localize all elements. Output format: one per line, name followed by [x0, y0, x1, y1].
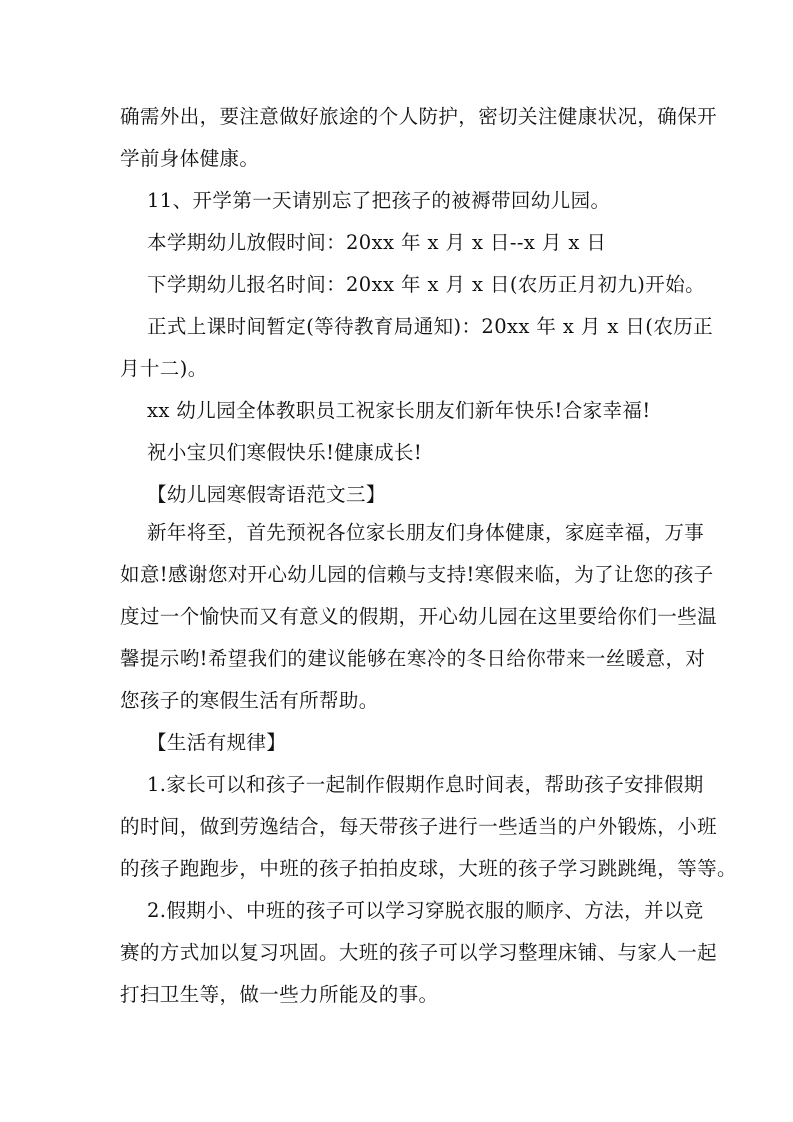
- text-line: 打扫卫生等，做一些力所能及的事。: [120, 983, 439, 1006]
- text-line: 1.家长可以和孩子一起制作假期作息时间表，帮助孩子安排假期: [147, 773, 704, 796]
- text-line: 馨提示哟!希望我们的建议能够在寒冷的冬日给你带来一丝暖意，对: [120, 647, 706, 670]
- text-line: 新年将至，首先预祝各位家长朋友们身体健康，家庭幸福，万事: [147, 521, 705, 544]
- text-line: 月十二)。: [120, 357, 208, 380]
- section-heading: 【幼儿园寒假寄语范文三】: [147, 483, 386, 506]
- section-heading: 【生活有规律】: [147, 731, 287, 754]
- text-line: 11、开学第一天请别忘了把孩子的被褥带回幼儿园。: [147, 189, 611, 212]
- text-line: 正式上课时间暂定(等待教育局通知)：20xx 年 x 月 x 日(农历正: [147, 315, 714, 338]
- text-line: 2.假期小、中班的孩子可以学习穿脱衣服的顺序、方法，并以竞: [147, 899, 704, 922]
- text-line: 赛的方式加以复习巩固。大班的孩子可以学习整理床铺、与家人一起: [120, 941, 718, 964]
- text-line: 度过一个愉快而又有意义的假期，开心幼儿园在这里要给你们一些温: [120, 605, 718, 628]
- text-line: 的孩子跑跑步，中班的孩子拍拍皮球，大班的孩子学习跳跳绳，等等。: [120, 857, 737, 880]
- text-line: xx 幼儿园全体教职员工祝家长朋友们新年快乐!合家幸福!: [147, 399, 651, 422]
- text-line: 下学期幼儿报名时间：20xx 年 x 月 x 日(农历正月初九)开始。: [147, 273, 706, 296]
- text-line: 确需外出，要注意做好旅途的个人防护，密切关注健康状况，确保开: [120, 105, 718, 128]
- text-line: 学前身体健康。: [120, 147, 260, 170]
- text-line: 的时间，做到劳逸结合，每天带孩子进行一些适当的户外锻炼，小班: [120, 815, 718, 838]
- text-line: 祝小宝贝们寒假快乐!健康成长!: [147, 441, 423, 464]
- text-line: 您孩子的寒假生活有所帮助。: [120, 689, 379, 712]
- text-line: 本学期幼儿放假时间：20xx 年 x 月 x 日--x 月 x 日: [147, 231, 607, 254]
- text-line: 如意!感谢您对开心幼儿园的信赖与支持!寒假来临，为了让您的孩子: [120, 563, 714, 586]
